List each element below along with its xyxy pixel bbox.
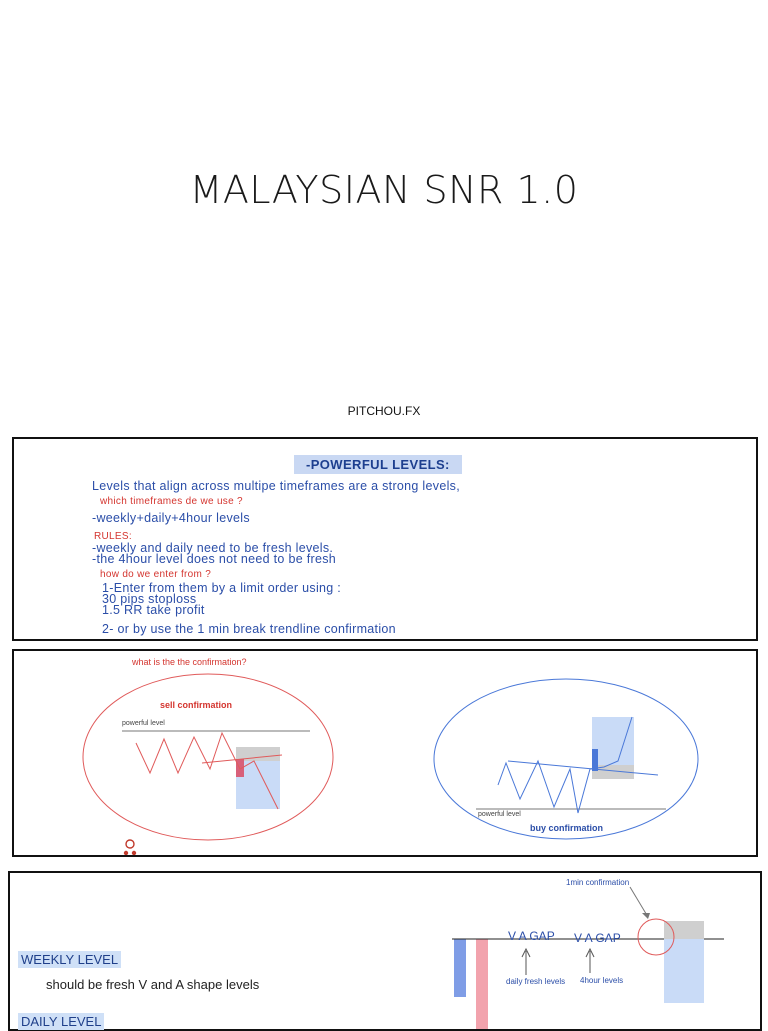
sell-confirmation-title: sell confirmation [160,700,233,710]
confirmation-question: what is the the confirmation? [132,657,247,667]
rule-1: -weekly and daily need to be fresh levels. [92,541,334,555]
entry-stoploss: 30 pips stoploss [102,592,197,606]
gap-label-1: V A GAP [508,929,555,943]
weekly-daily-panel [8,871,762,1031]
daily-level-label: DAILY LEVEL [18,1013,104,1030]
buy-trendline [508,761,658,775]
levels-intro: Levels that align across multipe timeframes are a strong levels, [92,479,460,493]
confirmation-diagram [14,651,756,855]
entry-take-profit: 1.5 RR take profit [102,603,205,617]
weekly-blue-candle [454,939,466,997]
daily-fresh-label: daily fresh levels [506,977,566,986]
timeframes-answer: -weekly+daily+4hour levels [92,511,250,525]
buy-zone-blue [592,717,634,765]
sell-circle [83,674,333,840]
powerful-levels-heading: -POWERFUL LEVELS: [294,455,462,474]
rule-2: -the 4hour level does not need to be fresh [92,552,337,566]
confirm-zone-gray [664,921,704,939]
confirm-arrow-head [642,913,650,919]
weekly-level-text: should be fresh V and A shape levels [46,977,260,992]
buy-confirmation-title: buy confirmation [530,823,604,833]
entry-method-2: 2- or by use the 1 min break trendline confirmation [102,622,396,636]
weekly-level-label: WEEKLY LEVEL [18,951,121,968]
buy-powerful-level-label: powerful level [478,811,521,818]
buy-circle [434,679,698,839]
media-icon [126,840,134,848]
sell-powerful-level-label: powerful level [122,720,165,727]
daily-pink-candle [476,939,488,1029]
gap-label-2: V A GAP [574,931,621,945]
rules-label: RULES: [94,531,132,542]
confirm-arrow [630,887,648,917]
confirm-label: 1min confirmation [566,878,630,887]
media-icon-dot-a [124,851,128,855]
four-hour-label: 4hour levels [580,976,624,985]
timeframes-question: which timeframes de we use ? [100,496,243,507]
entry-method-1: 1-Enter from them by a limit order using : [102,581,342,595]
entry-question: how do we enter from ? [100,569,212,580]
slide-title: MALAYSIAN SNR 1.0 [189,168,579,212]
confirmation-panel [12,649,758,857]
gap-diagram [10,873,760,1029]
powerful-levels-panel [12,437,758,641]
media-icon-dot-b [132,851,136,855]
slide-author: PITCHOU.FX [347,404,421,418]
